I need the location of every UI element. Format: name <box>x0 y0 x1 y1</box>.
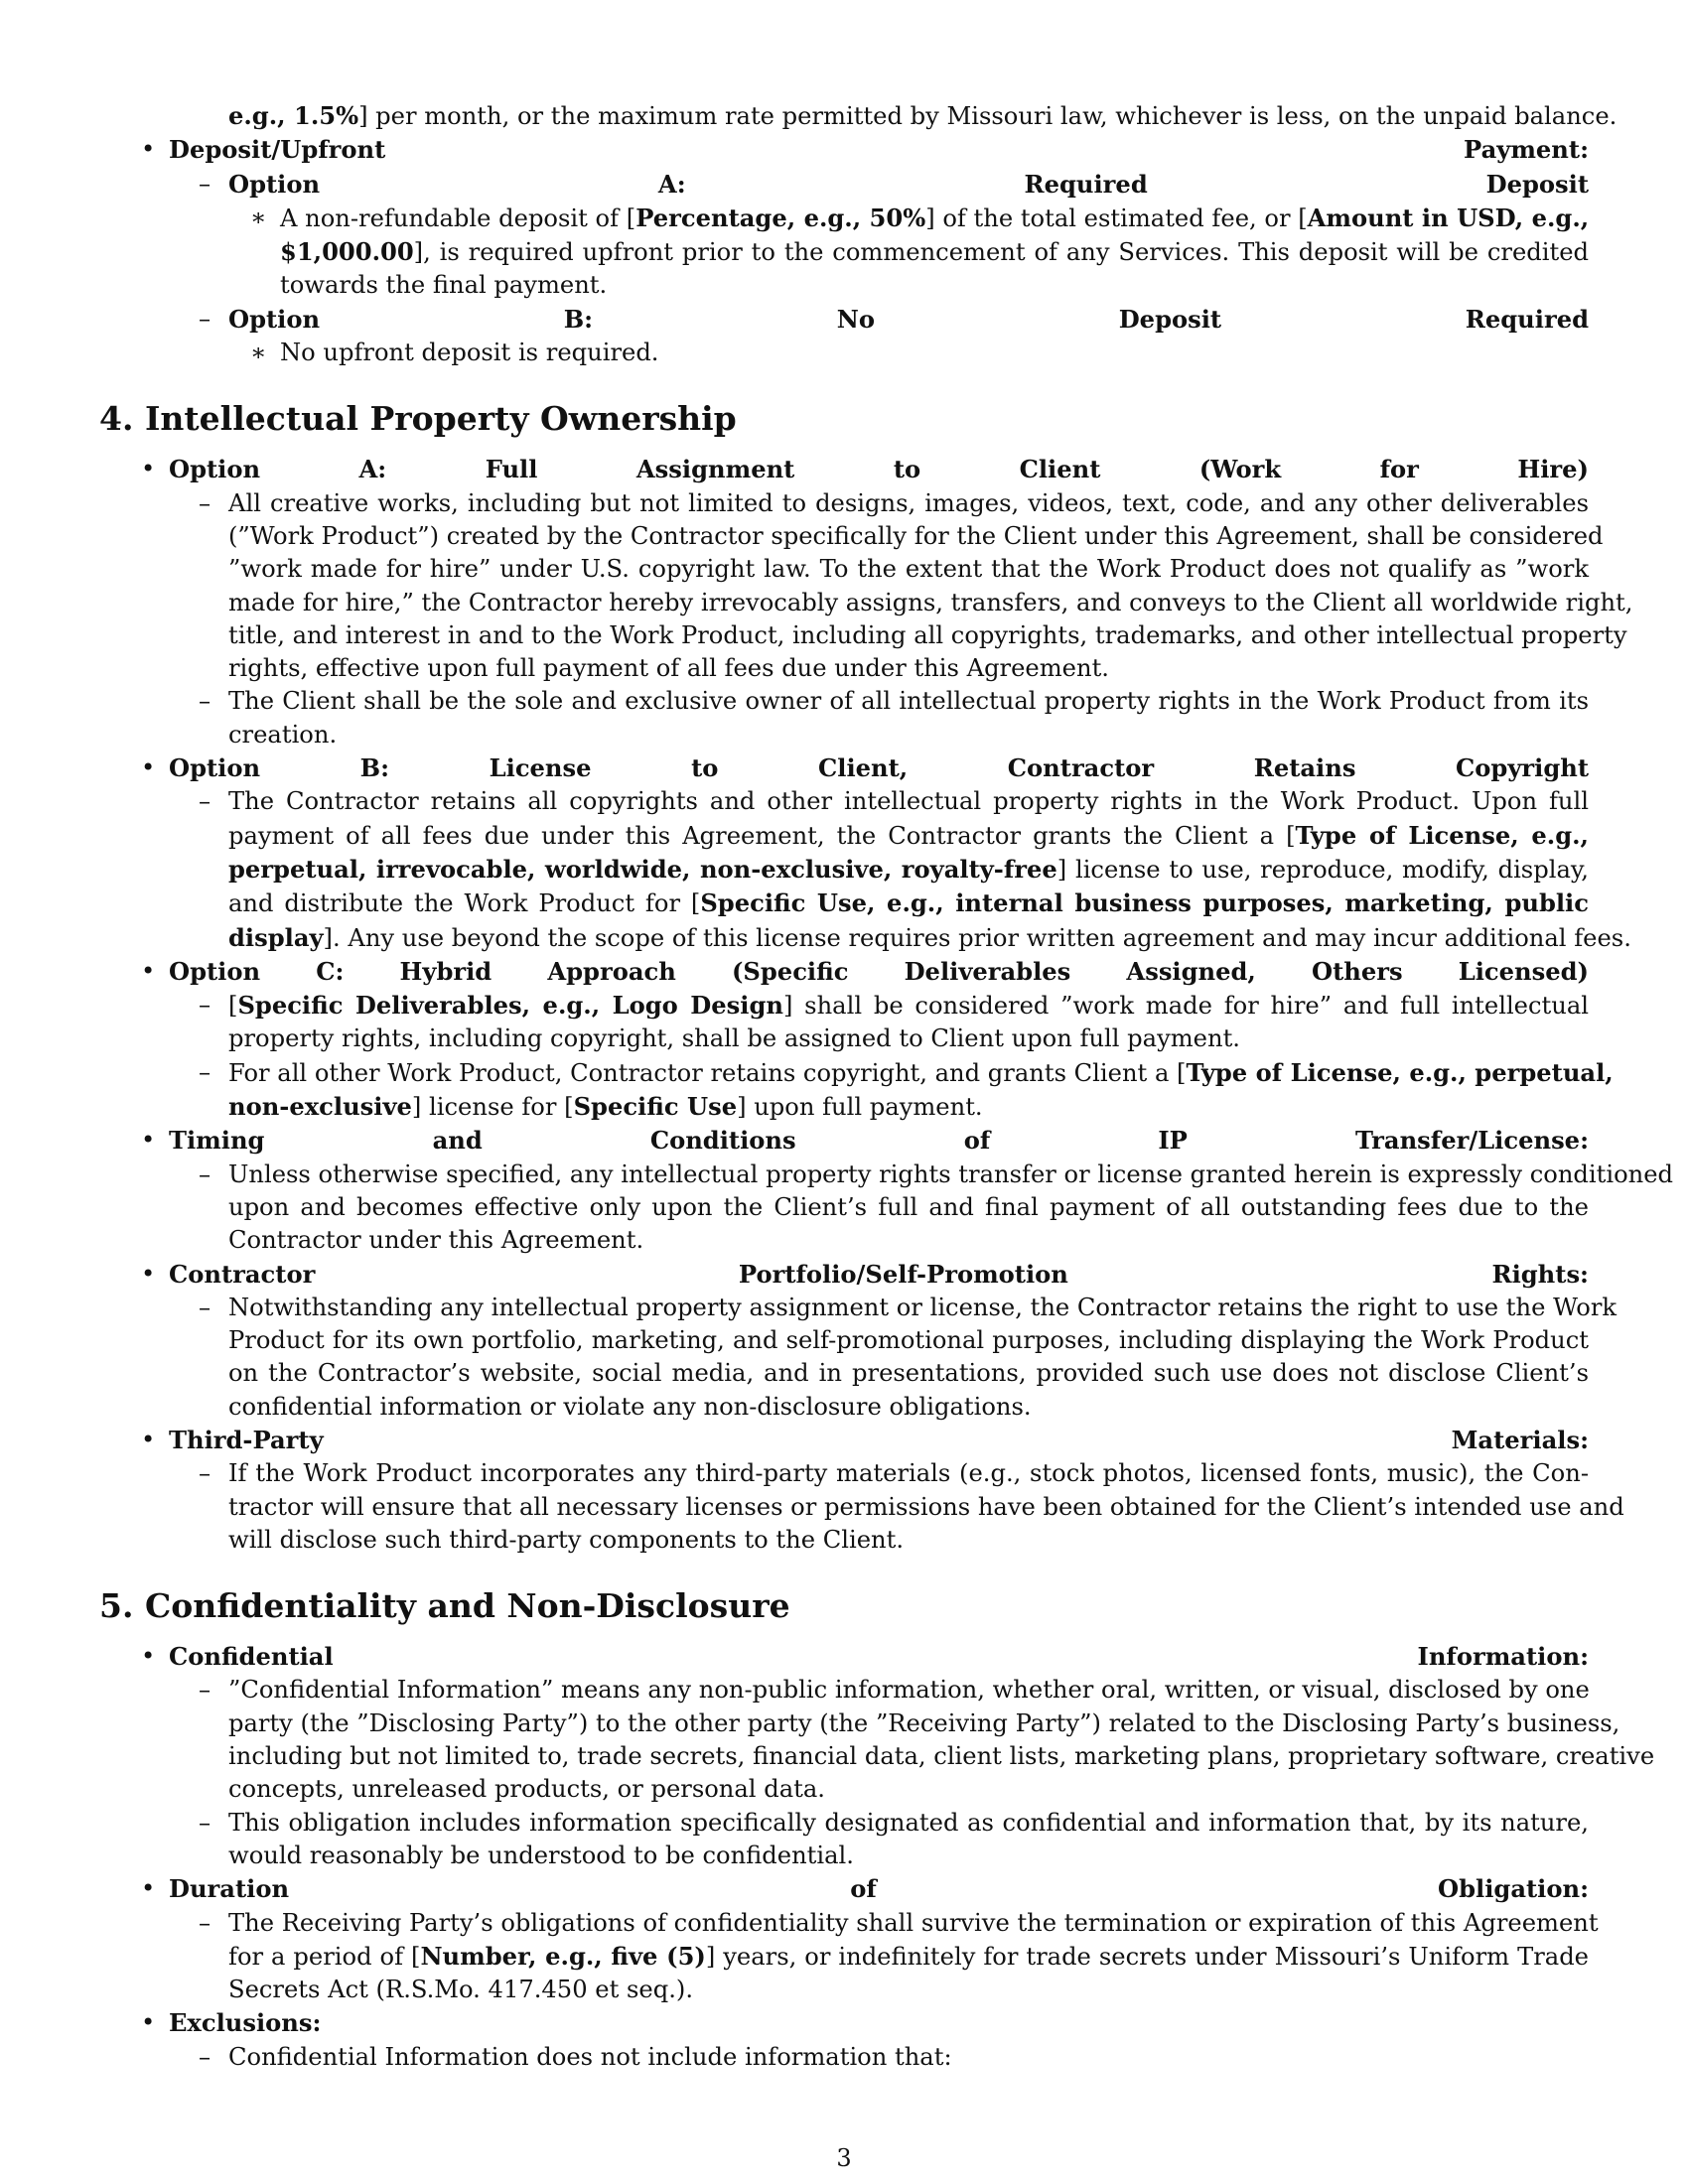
bold-text: Number, e.g., five (5) <box>420 1941 706 1971</box>
bold-text: e.g., 1.5% <box>228 101 359 130</box>
list-item <box>99 785 1589 818</box>
list-item-continuation <box>99 1707 1620 1740</box>
bold-text: Amount in USD, e.g., <box>1307 203 1590 232</box>
bold-text: $1,000.00 <box>280 237 414 267</box>
text: ”Confidential Information” means any non-public information, whether oral, written, or visual, disclosed by one <box>228 1676 1590 1705</box>
text: Product for its own portfolio, marketing, and self-promotional purposes, including displaying the Work Product <box>228 1326 1589 1355</box>
bold-text: non-exclusive <box>228 1092 412 1122</box>
dash-marker: – <box>199 1908 211 1937</box>
list-item <box>99 337 1589 369</box>
list-item-continuation <box>99 1840 1589 1872</box>
bullet-marker: • <box>141 753 156 782</box>
list-item-continuation <box>99 887 1589 920</box>
bold-text: perpetual, irrevocable, worldwide, non-exclusive, royalty-free <box>228 854 1057 884</box>
list-item-continuation <box>99 819 1589 853</box>
text: Contractor under this Agreement. <box>228 1226 644 1255</box>
list-item-continuation <box>99 853 1589 887</box>
section-number: 5. <box>99 1586 134 1626</box>
text: party (the ”Disclosing Party”) to the other party (the ”Receiving Party”) related to the Disclosing Party’s business, <box>228 1708 1620 1737</box>
bold-text: Specific Use, e.g., internal business purposes, marketing, public <box>700 888 1589 918</box>
list-item <box>99 1872 1589 1906</box>
list-item-continuation <box>99 619 1627 652</box>
list-item-continuation <box>99 1940 1589 1974</box>
dash-marker: – <box>199 2042 211 2071</box>
list-item <box>99 487 1589 520</box>
bold-text: Contractor Portfolio/Self-Promotion Rights: <box>169 1259 1589 1289</box>
text: The Receiving Party’s obligations of confidentiality shall survive the termination or expiration of this Agreement <box>228 1908 1599 1937</box>
document-page <box>99 99 1674 2074</box>
bold-text: Type of License, e.g., perpetual, <box>1186 1057 1614 1087</box>
list-item-continuation <box>99 553 1589 586</box>
list-item-continuation <box>99 1524 1589 1557</box>
list-item <box>99 1056 1614 1090</box>
list-item-continuation <box>99 1191 1589 1224</box>
list-item-continuation <box>99 652 1589 685</box>
bold-text: Exclusions: <box>169 2008 322 2038</box>
dash-marker: – <box>199 991 211 1020</box>
bullet-marker: • <box>141 135 156 164</box>
bold-text: Specific Deliverables, e.g., Logo Design <box>237 991 783 1021</box>
bullet-marker: • <box>141 1126 156 1155</box>
section-body <box>99 1640 1655 2074</box>
asterisk-marker: ∗ <box>250 339 267 367</box>
dash-marker: – <box>199 304 211 333</box>
list-item-continuation <box>99 719 1589 751</box>
bullet-marker: • <box>141 2008 156 2037</box>
section-heading <box>99 399 1589 439</box>
bullet-marker: • <box>141 455 156 483</box>
dash-marker: – <box>199 1160 211 1188</box>
bold-text: Option A: Full Assignment to Client (Work for Hire) <box>169 455 1589 484</box>
text: ] years, or indefinitely for trade secrets under Missouri’s Uniform Trade <box>705 1942 1589 1971</box>
list-item <box>99 1159 1674 1191</box>
text: including but not limited to, trade secrets, financial data, client lists, marketing plans, proprietary software, creative <box>228 1742 1655 1771</box>
text: (”Work Product”) created by the Contractor specifically for the Client under this Agreement, shall be considered <box>228 521 1604 550</box>
list-item <box>99 1907 1599 1940</box>
text: concepts, unreleased products, or personal data. <box>228 1775 825 1804</box>
list-item-continuation <box>99 921 1631 955</box>
dash-marker: – <box>199 1459 211 1488</box>
list-item <box>99 1640 1589 1674</box>
payment-terms-continuation <box>99 99 1618 369</box>
list-item <box>99 1424 1589 1457</box>
text: for a period of [ <box>228 1942 421 1971</box>
list-item-continuation <box>99 520 1604 553</box>
list-item <box>99 955 1589 989</box>
list-item-continuation <box>99 235 1589 269</box>
text: ] of the total estimated fee, or [ <box>925 204 1308 232</box>
list-item <box>99 2041 1589 2074</box>
text: The Contractor retains all copyrights and other intellectual property rights in the Work Product. Upon full <box>228 787 1589 816</box>
list-item <box>99 1258 1589 1292</box>
dash-marker: – <box>199 1293 211 1321</box>
list-item-continuation <box>99 1090 1589 1124</box>
list-item-continuation <box>99 1391 1589 1424</box>
dash-marker: – <box>199 787 211 816</box>
text: made for hire,” the Contractor hereby irrevocably assigns, transfers, and conveys to the Client all worldwide right, <box>228 588 1633 616</box>
bold-text: Deposit/Upfront Payment: <box>169 135 1589 165</box>
list-item-continuation <box>99 1324 1589 1357</box>
list-item <box>99 1292 1618 1324</box>
bold-text: Option A: Required Deposit <box>228 169 1589 199</box>
text: ] license for [ <box>411 1093 574 1122</box>
list-item <box>99 1124 1589 1158</box>
list-item-continuation <box>99 1224 1589 1257</box>
section-title: Confidentiality and Non-Disclosure <box>145 1586 790 1626</box>
text: ] license to use, reproduce, modify, display, <box>1056 855 1589 884</box>
section-number: 4. <box>99 399 134 439</box>
text: tractor will ensure that all necessary licenses or permissions have been obtained for the Client’s intended use and <box>228 1492 1624 1521</box>
list-item-continuation <box>99 1357 1589 1390</box>
bold-text: Percentage, e.g., 50% <box>635 203 926 232</box>
text: creation. <box>228 720 338 749</box>
dash-marker: – <box>199 1057 211 1086</box>
asterisk-marker: ∗ <box>250 203 267 231</box>
text: [ <box>228 992 238 1021</box>
text: payment of all fees due under this Agreement, the Contractor grants the Client a [ <box>228 821 1296 850</box>
text: ] shall be considered ”work made for hire” and full intellectual <box>782 992 1589 1021</box>
text: ], is required upfront prior to the commencement of any Services. This deposit will be credited <box>413 238 1589 267</box>
text: Notwithstanding any intellectual property assignment or license, the Contractor retains the right to use the Work <box>228 1293 1618 1321</box>
dash-marker: – <box>199 687 211 716</box>
list-item <box>99 2006 1589 2040</box>
list-item <box>99 1457 1589 1490</box>
bold-text: Option B: License to Client, Contractor Retains Copyright <box>169 753 1589 783</box>
page-number: 3 <box>836 2144 852 2172</box>
document-sections <box>99 399 1674 2074</box>
list-item-continuation <box>99 1773 1589 1806</box>
list-item <box>99 168 1589 202</box>
list-item-continuation <box>99 269 1589 302</box>
text: confidential information or violate any non-disclosure obligations. <box>228 1392 1032 1421</box>
dash-marker: – <box>199 488 211 517</box>
bullet-marker: • <box>141 956 156 985</box>
dash-marker: – <box>199 1676 211 1705</box>
bullet-marker: • <box>141 1642 156 1671</box>
text: All creative works, including but not limited to designs, images, videos, text, code, and any other deliverables <box>228 488 1589 517</box>
text: Confidential Information does not include information that: <box>228 2042 952 2071</box>
bold-text: display <box>228 922 324 952</box>
list-item-continuation <box>99 1740 1655 1773</box>
list-item <box>99 202 1589 235</box>
text: property rights, including copyright, shall be assigned to Client upon full payment. <box>228 1024 1240 1053</box>
dash-marker: – <box>199 169 211 198</box>
text: A non-refundable deposit of [ <box>280 204 636 232</box>
list-item <box>99 751 1589 785</box>
list-item <box>99 303 1589 337</box>
text: No upfront deposit is required. <box>280 339 659 367</box>
list-item <box>99 1674 1589 1706</box>
bold-text: Third-Party Materials: <box>169 1425 1589 1454</box>
bold-text: Type of License, e.g., <box>1295 820 1589 850</box>
text: If the Work Product incorporates any third-party materials (e.g., stock photos, licensed fonts, music), the Con- <box>228 1459 1589 1488</box>
list-item <box>99 453 1589 486</box>
list-item-continuation <box>99 587 1633 619</box>
text: Unless otherwise specified, any intellectual property rights transfer or license granted herein is expressly conditioned <box>228 1160 1674 1188</box>
text: ]. Any use beyond the scope of this license requires prior written agreement and may incur additional fees. <box>323 923 1631 952</box>
list-item-continuation <box>99 1491 1624 1524</box>
text: ] per month, or the maximum rate permitted by Missouri law, whichever is less, on the unpaid balance. <box>358 102 1618 130</box>
text: rights, effective upon full payment of all fees due under this Agreement. <box>228 654 1109 683</box>
bullet-marker: • <box>141 1874 156 1903</box>
bold-text: Option C: Hybrid Approach (Specific Deliverables Assigned, Others Licensed) <box>169 956 1589 986</box>
text: The Client shall be the sole and exclusive owner of all intellectual property rights in the Work Product from its <box>228 687 1589 716</box>
list-item-continuation <box>99 1974 1589 2006</box>
text: ] upon full payment. <box>737 1093 983 1122</box>
dash-marker: – <box>199 1808 211 1837</box>
text: would reasonably be understood to be confidential. <box>228 1841 854 1869</box>
text: ”work made for hire” under U.S. copyright law. To the extent that the Work Product does not qualify as ”work <box>228 555 1589 584</box>
list-item <box>99 685 1589 718</box>
text: upon and becomes effective only upon the Client’s full and final payment of all outstanding fees due to the <box>228 1192 1589 1221</box>
bold-text: Specific Use <box>573 1092 738 1122</box>
list-item-continuation <box>99 99 1618 133</box>
bold-text: Timing and Conditions of IP Transfer/License: <box>169 1126 1589 1156</box>
text: will disclose such third-party components to the Client. <box>228 1525 905 1554</box>
text: title, and interest in and to the Work Product, including all copyrights, trademarks, and other intellectual property <box>228 620 1627 649</box>
list-item <box>99 989 1589 1023</box>
list-item <box>99 133 1589 167</box>
bold-text: Confidential Information: <box>169 1642 1589 1672</box>
text: towards the final payment. <box>280 271 608 300</box>
text: Secrets Act (R.S.Mo. 417.450 et seq.). <box>228 1976 694 2004</box>
section-title: Intellectual Property Ownership <box>145 399 737 439</box>
bullet-marker: • <box>141 1425 156 1453</box>
text: and distribute the Work Product for [ <box>228 889 701 918</box>
section-body <box>99 453 1674 1557</box>
bold-text: Option B: No Deposit Required <box>228 304 1589 334</box>
bold-text: Duration of Obligation: <box>169 1874 1589 1904</box>
list-item <box>99 1807 1589 1840</box>
section-heading <box>99 1586 1589 1626</box>
list-item-continuation <box>99 1023 1589 1055</box>
bullet-marker: • <box>141 1259 156 1288</box>
text: For all other Work Product, Contractor retains copyright, and grants Client a [ <box>228 1058 1187 1087</box>
text: This obligation includes information specifically designated as confidential and information that, by its nature, <box>228 1808 1589 1837</box>
text: on the Contractor’s website, social media, and in presentations, provided such use does not disclose Client’s <box>228 1359 1589 1388</box>
